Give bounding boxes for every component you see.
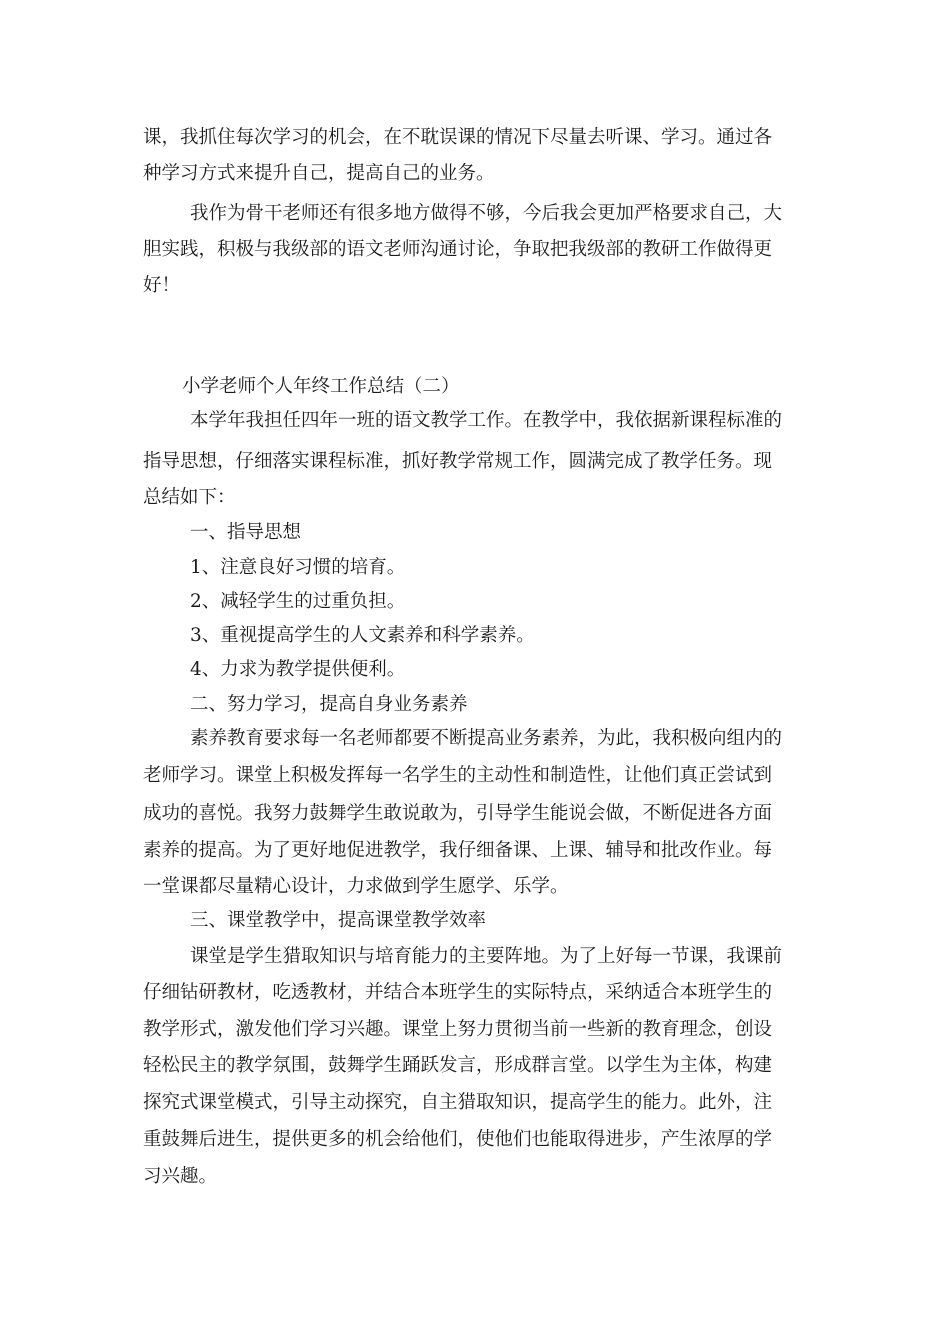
paragraph-line: 素养的提高。为了更好地促进教学，我仔细备课、上课、辅导和批改作业。每	[143, 840, 773, 861]
paragraph-line: 课，我抓住每次学习的机会，在不耽误课的情况下尽量去听课、学习。通过各	[143, 127, 773, 148]
paragraph-line: 仔细钻研教材，吃透教材，并结合本班学生的实际特点，采纳适合本班学生的	[143, 982, 773, 1003]
paragraph-line: 习兴趣。	[143, 1166, 218, 1187]
paragraph-line: 好！	[143, 275, 181, 296]
list-item: 3、重视提高学生的人文素养和科学素养。	[190, 625, 535, 646]
paragraph-line: 指导思想，仔细落实课程标准，抓好教学常规工作，圆满完成了教学任务。现	[143, 451, 773, 472]
section-heading: 二、努力学习，提高自身业务素养	[190, 694, 468, 715]
paragraph-line: 成功的喜悦。我努力鼓舞学生敢说敢为，引导学生能说会做，不断促进各方面	[143, 803, 773, 824]
paragraph-line: 教学形式，激发他们学习兴趣。课堂上努力贯彻当前一些新的教育理念，创设	[143, 1019, 773, 1040]
section-title: 小学老师个人年终工作总结（二）	[182, 376, 460, 397]
paragraph-line: 重鼓舞后进生，提供更多的机会给他们，使他们也能取得进步，产生浓厚的学	[143, 1129, 773, 1150]
section-heading: 三、课堂教学中，提高课堂教学效率	[190, 910, 487, 931]
paragraph-line: 胆实践，积极与我级部的语文老师沟通讨论，争取把我级部的教研工作做得更	[143, 239, 773, 260]
paragraph-line: 轻松民主的教学氛围，鼓舞学生踊跃发言，形成群言堂。以学生为主体，构建	[143, 1055, 773, 1076]
paragraph-line: 一堂课都尽量精心设计，力求做到学生愿学、乐学。	[143, 876, 569, 897]
paragraph-line: 我作为骨干老师还有很多地方做得不够，今后我会更加严格要求自己，大	[190, 203, 783, 224]
list-item: 2、减轻学生的过重负担。	[190, 591, 406, 612]
list-item: 1、注意良好习惯的培育。	[190, 557, 406, 578]
paragraph-line: 总结如下：	[143, 487, 236, 508]
list-item: 4、力求为教学提供便利。	[190, 659, 406, 680]
paragraph-line: 本学年我担任四年一班的语文教学工作。在教学中，我依据新课程标准的	[190, 410, 783, 431]
paragraph-line: 探究式课堂模式，引导主动探究，自主猎取知识，提高学生的能力。此外，注	[143, 1092, 773, 1113]
paragraph-line: 老师学习。课堂上积极发挥每一名学生的主动性和制造性，让他们真正尝试到	[143, 765, 773, 786]
paragraph-line: 种学习方式来提升自己，提高自己的业务。	[143, 163, 495, 184]
section-heading: 一、指导思想	[190, 522, 302, 543]
paragraph-line: 素养教育要求每一名老师都要不断提高业务素养，为此，我积极向组内的	[190, 728, 783, 749]
paragraph-line: 课堂是学生猎取知识与培育能力的主要阵地。为了上好每一节课，我课前	[190, 946, 783, 967]
